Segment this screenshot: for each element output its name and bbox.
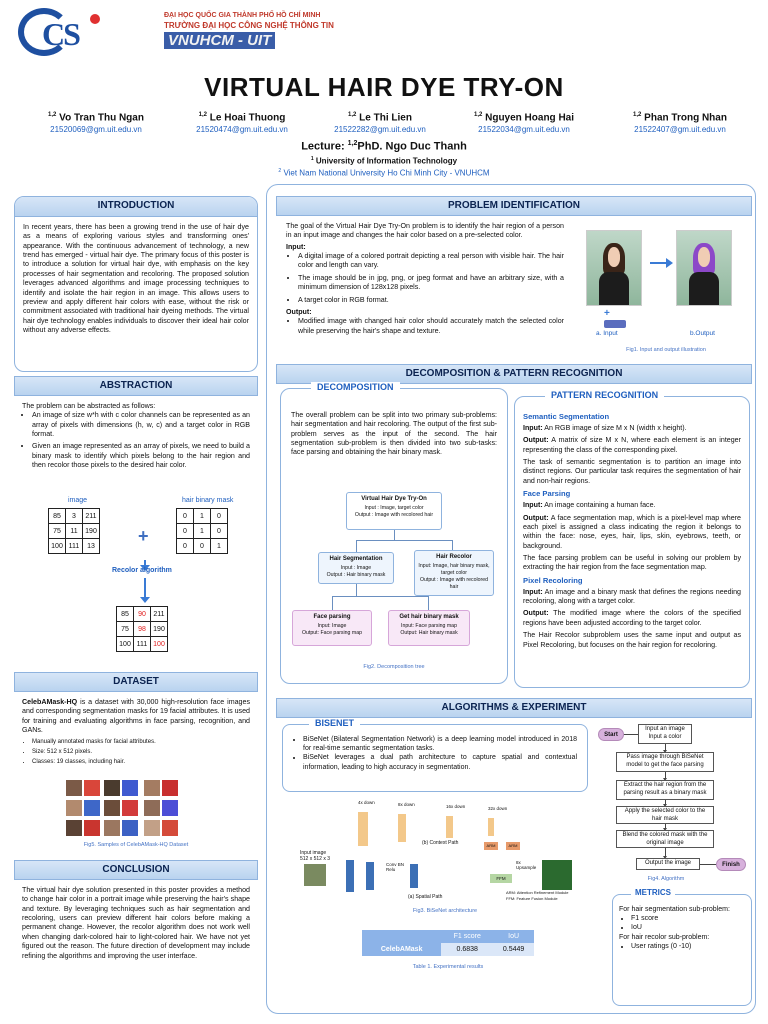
sample-image — [66, 780, 82, 796]
metrics-title: METRICS — [631, 888, 675, 897]
sample-image — [104, 820, 120, 836]
bisenet-panel — [282, 718, 588, 792]
introduction-panel — [14, 196, 258, 372]
list-item: • F1 score — [631, 914, 745, 923]
bisenet-title: BISENET — [309, 718, 360, 728]
tree-face-parsing: Face parsing Input: Image Output: Face parsing map — [292, 610, 372, 646]
recolor-label: Recolor algorithm — [112, 567, 172, 574]
tree-root: Virtual Hair Dye Try-On Input : Image, target color Output : Image with recolored hair — [346, 492, 442, 530]
figure3-caption: Fig3. BiSeNet architecture — [412, 908, 478, 914]
flow-start: Start — [598, 728, 624, 741]
sample-mask — [122, 820, 138, 836]
output-photo — [676, 230, 732, 306]
tree-hair-mask: Get hair binary mask Input: Face parsing map Output: Hair binary mask — [388, 610, 470, 646]
author-email[interactable]: 21522282@gm.uit.edu.vn — [334, 125, 426, 135]
result-matrix: 85 90 211 75 98 190 100 111 100 — [116, 606, 168, 652]
sample-mask — [84, 800, 100, 816]
table-header: F1 score — [441, 930, 493, 943]
author-email[interactable]: 21520069@gm.uit.edu.vn — [50, 125, 142, 135]
semantic-segmentation-title: Semantic Segmentation — [523, 412, 610, 421]
segmentation-output-thumb — [542, 860, 572, 890]
introduction-text: In recent years, there has been a growing trend in the use of hair dye as a means of exploring various styles and transforming ones' appearance. With the continuous advancement of technology, a new trend has emerged - virtual hair dye. The primary focus of this poster is to introduce a solution for virtual hair dye, with emphasis on the key processes of hair segmentation and recoloring. The proposed solution leverages advanced algorithms and image processing techniques to identify and isolate the hair region in an image. This allows users to preview and apply different hair colors with ease, without the risk or commitment associated with traditional hair dyeing methods. The virtual hair dye technology enables individuals to discover their ideal hair color without any adverse effects. — [23, 223, 249, 334]
problem-outputs — [298, 317, 564, 336]
author-list — [0, 112, 768, 134]
pixel-recoloring-title: Pixel Recoloring — [523, 575, 583, 585]
flow-step-apply: Apply the selected color to the hair mask — [616, 806, 714, 824]
sample-image — [104, 780, 120, 796]
metrics-panel: METRICS For hair segmentation sub-problem: • F1 score • IoU For hair recolor sub-problem: • User ratings (0 -10) — [612, 894, 752, 1006]
arch-input-label: Input image 512 x 512 x 3 — [300, 850, 331, 862]
list-item: • The image should be in jpg, png, or jpeg format and have an arbitrary size, with a minimum dimension of 128x128 pixels. — [298, 274, 564, 293]
figure2-caption: Fig2. Decomposition tree — [363, 664, 425, 670]
sample-mask — [122, 800, 138, 816]
list-item: • An image of size w*h with c color channels can be represented as an array of pixels with dimensions (h, w, c) and a target color in RGB format. — [32, 411, 250, 439]
mask-matrix: 0 1 0 0 1 0 0 0 1 — [176, 508, 228, 554]
list-item: • Size: 512 x 512 pixels. — [32, 749, 250, 757]
sample-image — [144, 780, 160, 796]
introduction-title: INTRODUCTION — [15, 197, 257, 217]
problem-output-label: Output: — [286, 307, 312, 316]
algorithms-title: ALGORITHMS & EXPERIMENT — [276, 698, 752, 718]
author: $^{1,2}$ Phan Trong Nhan 21522407@gm.uit.edu.vn — [610, 112, 750, 134]
face-parsing-description: The face parsing problem can be useful in solving our problem by extracting the hair region from the face segmentation map. — [523, 553, 741, 572]
sample-image — [144, 820, 160, 836]
decomposition-title: DECOMPOSITION — [311, 382, 400, 392]
abstraction-title: ABSTRACTION — [14, 376, 258, 396]
bisenet-bullets — [283, 725, 587, 772]
problem-input-label: Input: — [286, 242, 306, 251]
mask-matrix-label: hair binary mask — [182, 497, 234, 504]
sample-mask — [84, 780, 100, 796]
table-header: IoU — [493, 930, 534, 943]
pattern-recognition-panel: PATTERN RECOGNITION Semantic Segmentation Input: An RGB image of size M x N (width x height). Output: A matrix of size M x N, where each element is an integer representing the class of the corresponding pixel. The task of semantic segmentation is to partition an image into distinct regions. Our particular task requires the segmentation of hair and non-hair regions. Face Parsing Input: An image containing a human face. Output: A face segmentation map, which is a pixel-level map where each pixel is assigned a class indicating the region it belongs to within the face: nose, eyes, hair, lips, skin, eyebrows, teeth, or background. The face parsing problem can be useful in solving our problem by extracting the hair region from the face segmentation map. Pixel Recoloring Input: An image and a binary mask that defines the regions needing recoloring, along with a target color. Output: The modified image where the colors of the specified regions have been adjusted according to the target color. The Hair Recolor subproblem uses the same input and output as Pixel Recoloring, but focuses on the hair region for recoloring. — [514, 396, 750, 688]
author: $^{1,2}$ Le Hoai Thuong 21520474@gm.uit.edu.vn — [172, 112, 312, 134]
poster-title: VIRTUAL HAIR DYE TRY-ON — [204, 72, 564, 102]
uit-logo: CS — [18, 8, 150, 58]
spatial-path-label: (a) Spatial Path — [408, 894, 443, 900]
conclusion-panel — [14, 860, 258, 980]
figure4-caption: Fig4. Algorithm — [647, 876, 685, 882]
author-email[interactable]: 21520474@gm.uit.edu.vn — [196, 125, 288, 135]
target-color-swatch — [604, 320, 626, 328]
flow-step-extract: Extract the hair region from the parsing result as a binary mask — [616, 780, 714, 800]
sample-mask — [162, 820, 178, 836]
tree-hair-segmentation: Hair Segmentation Input : Image Output : Hair binary mask — [318, 552, 394, 584]
sample-mask — [122, 780, 138, 796]
figure1-caption: Fig1. Input and output illustration — [626, 347, 706, 353]
table-header — [362, 930, 441, 943]
dataset-sample-grid — [52, 780, 200, 838]
face-parsing-title: Face Parsing — [523, 489, 571, 499]
dataset-title: DATASET — [14, 672, 258, 692]
sample-image — [104, 800, 120, 816]
flow-finish: Finish — [716, 858, 746, 871]
flow-step-output: Output the image — [636, 858, 700, 870]
abstraction-bullets — [32, 411, 250, 470]
table-row: CelebAMask 0.6838 0.5449 — [362, 943, 534, 956]
author-email[interactable]: 21522034@gm.uit.edu.vn — [478, 125, 570, 135]
list-item: • A target color in RGB format. — [298, 296, 564, 305]
pattern-title: PATTERN RECOGNITION — [545, 390, 664, 400]
list-item: • Modified image with changed hair color should accurately match the selected color while preserving the hair's shape and texture. — [298, 317, 564, 336]
list-item: • Classes: 19 classes, including hair. — [32, 759, 250, 767]
decomposition-text: The overall problem can be split into two primary sub-problems: hair segmentation and hair recoloring. The output of the first sub-problem serves as the input of the second. The hair segmentation sub-problem is then divided into two sub-tasks: face parsing and obtaining the hair binary mask. — [291, 411, 497, 457]
dataset-caption: Fig5. Samples of CelebAMask-HQ Dataset — [83, 842, 189, 848]
author-email[interactable]: 21522407@gm.uit.edu.vn — [634, 125, 726, 135]
sample-image — [66, 800, 82, 816]
results-table — [362, 930, 534, 956]
input-label: a. Input — [596, 330, 618, 337]
sample-mask — [162, 800, 178, 816]
university-banner — [164, 12, 334, 50]
conclusion-title: CONCLUSION — [14, 860, 258, 880]
output-label: b.Output — [690, 330, 715, 337]
lecturer-line: Lecture: $^{1,2}$PhD. Ngo Duc Thanh — [301, 140, 467, 153]
flow-step-input: Input an image Input a color — [638, 724, 692, 744]
sample-image — [144, 800, 160, 816]
pixel-recoloring-description: The Hair Recolor subproblem uses the same input and output as Pixel Recoloring, but focuses on the hair region for recoloring. — [523, 631, 741, 649]
conclusion-text: The virtual hair dye solution presented in this poster provides a method to change hair color in a portrait image while preserving the hair's shape and texture. By leveraging techniques such as hair segmentation and recoloring, users can preview different hair colors before making a permanent change. However, the recolor algorithm does not work well when changing dark-colored hair to light-colored hair. We have not yet figured out the reason. The future direction of development may include refining the algorithms and improving the user interface. — [22, 886, 250, 960]
author: $^{1,2}$ Le Thi Lien 21522282@gm.uit.edu.vn — [310, 112, 450, 134]
image-matrix: 85 3 211 75 11 190 100 111 13 — [48, 508, 100, 554]
author: $^{1,2}$ Nguyen Hoang Hai 21522034@gm.uit.edu.vn — [454, 112, 594, 134]
context-path-label: (b) Context Path — [422, 840, 459, 846]
affiliation-2: $^2$ Viet Nam National University Ho Chi Minh City - VNUHCM — [278, 168, 490, 178]
arrow-down-icon — [144, 578, 146, 598]
affiliation-1: $^1$ University of Information Technology — [310, 156, 458, 166]
decomposition-section — [276, 364, 752, 384]
plus-icon: + — [138, 526, 149, 546]
abstraction-lead: The problem can be abstracted as follows: — [22, 402, 156, 410]
arrow-down-icon — [144, 560, 146, 566]
plus-icon: + — [604, 308, 610, 319]
dataset-bullets — [32, 739, 250, 767]
bisenet-architecture-diagram: Input image 512 x 512 x 3 4x down 8x down 16x down 32x down ARM ARM (b) Context Path Conv BN Relu (a) Spatial Path FFM 8x Upsample ARM: Attention Refinement Module FFM: Feature Fusion Module — [300, 798, 590, 902]
image-matrix-label: image — [68, 497, 88, 504]
tree-hair-recolor: Hair Recolor Input: Image, hair binary mask, target color Output : Image with recolored hair — [414, 550, 494, 596]
list-item: • BiSeNet leverages a dual path architecture to capture spatial and contextual information, leading to high accuracy in segmentation. — [303, 753, 577, 771]
flow-step-blend: Blend the colored mask with the original image — [616, 830, 714, 848]
university-line-1: ĐẠI HỌC QUỐC GIA THÀNH PHỐ HỒ CHÍ MINH — [164, 12, 321, 19]
sample-image — [66, 820, 82, 836]
problem-title: PROBLEM IDENTIFICATION — [276, 196, 752, 216]
problem-inputs — [298, 252, 564, 305]
list-item: • User ratings (0 -10) — [631, 942, 745, 951]
header-band — [0, 0, 768, 70]
sample-mask — [84, 820, 100, 836]
list-item: • IoU — [631, 923, 745, 932]
decomposition-pattern-title: DECOMPOSITION & PATTERN RECOGNITION — [276, 364, 752, 384]
dataset-description: CelebAMask-HQ is a dataset with 30,000 high-resolution face images and corresponding segmentation masks for 19 facial attributes. It is used for training and evaluating algorithms in face parsing, recognition, and GANs. — [22, 698, 250, 735]
list-item: • BiSeNet (Bilateral Segmentation Network) is a deep learning model introduced in 2018 for real-time semantic segmentation tasks. — [303, 735, 577, 753]
list-item: • Manually annotated masks for facial attributes. — [32, 739, 250, 747]
semantic-description: The task of semantic segmentation is to partition an image into distinct regions. Our particular task requires the segmentation of hair and non-hair regions. — [523, 458, 741, 485]
list-item: • A digital image of a colored portrait depicting a real person with visible hair. The hair color and length can vary. — [298, 252, 564, 271]
author: $^{1,2}$ Vo Tran Thu Ngan 21520069@gm.uit.edu.vn — [26, 112, 166, 134]
input-image-thumb — [304, 864, 326, 886]
table1-caption: Table 1. Experimental results — [412, 964, 484, 970]
algorithms-section — [276, 698, 752, 718]
university-line-2: TRƯỜNG ĐẠI HỌC CÔNG NGHỆ THÔNG TIN — [164, 21, 334, 30]
input-photo — [586, 230, 642, 306]
sample-mask — [162, 780, 178, 796]
university-line-3: VNUHCM - UIT — [164, 32, 275, 49]
list-item: • Given an image represented as an array of pixels, we need to build a binary mask to identify which pixels belong to the hair region and then recolor those pixels to the desired hair color. — [32, 442, 250, 470]
problem-intro: The goal of the Virtual Hair Dye Try-On problem is to identify the hair region of a person in an input image and changes the hair color based on a pre-selected color. — [286, 222, 564, 240]
flow-step-bisenet: Pass image through BiSeNet model to get the face parsing — [616, 752, 714, 772]
